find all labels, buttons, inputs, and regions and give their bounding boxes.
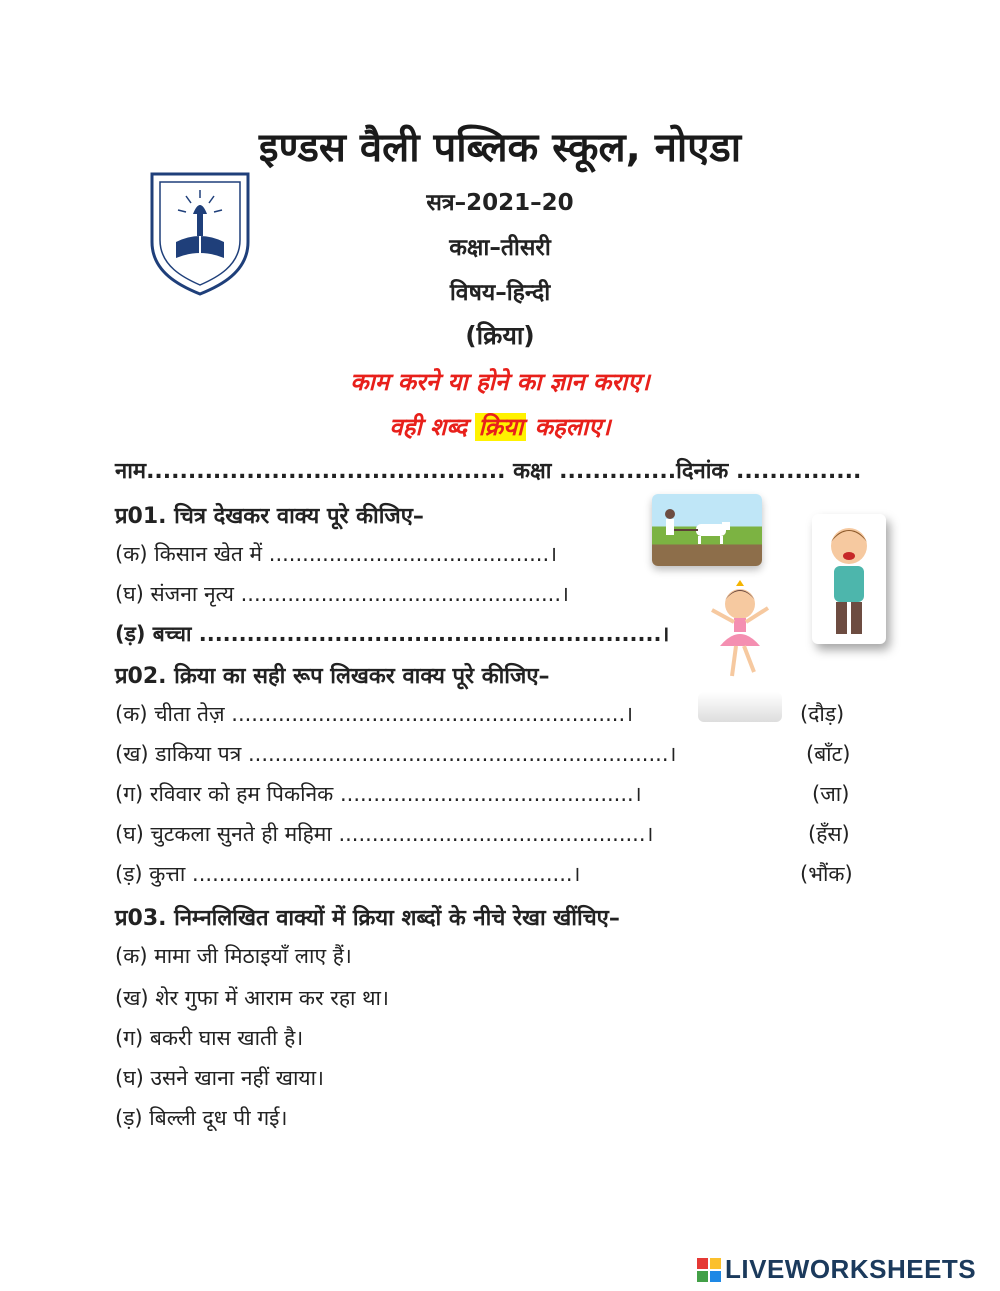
- q2-item-3: (ग) रविवार को हम पिकनिक ............................................।: [115, 782, 642, 806]
- q2-hint-4: (हँस): [808, 822, 850, 846]
- q1-item-3: (ड़) बच्चा ..........................................................।: [115, 622, 670, 646]
- q2-item-4: (घ) चुटकला सुनते ही महिमा ..............................................।: [115, 822, 654, 846]
- q2-hint-2: (बाँट): [806, 742, 851, 766]
- q3-item-1: (क) मामा जी मिठाइयाँ लाए हैं।: [115, 944, 352, 968]
- student-info-line: नाम........................................... कक्षा ..............दिनांक ...............: [115, 459, 862, 484]
- q3-title: प्र03. निम्नलिखित वाक्यों में क्रिया शब्दों के नीचे रेखा खींचिए–: [115, 906, 620, 931]
- q3-item-3: (ग) बकरी घास खाती है।: [115, 1026, 304, 1050]
- liveworksheets-brand: LIVEWORKSHEETS: [725, 1254, 977, 1284]
- definition-line-1: काम करने या होने का ज्ञान कराए।: [350, 368, 650, 396]
- definition-pre: वही शब्द: [389, 413, 468, 441]
- q3-item-2: (ख) शेर गुफा में आराम कर रहा था।: [115, 986, 389, 1010]
- image-placeholder: [698, 692, 782, 722]
- definition-post: कहलाए।: [534, 413, 611, 441]
- q3-item-4: (घ) उसने खाना नहीं खाया।: [115, 1066, 325, 1090]
- class-label: कक्षा–तीसरी: [449, 235, 551, 261]
- q2-item-5: (ड़) कुत्ता .........................................................।: [115, 862, 581, 886]
- topic-label: (क्रिया): [465, 321, 535, 350]
- q3-item-5: (ड़) बिल्ली दूध पी गई।: [115, 1106, 288, 1130]
- q2-hint-5: (भौंक): [800, 862, 853, 886]
- farmer-ploughing-image: [652, 494, 762, 566]
- q1-item-2: (घ) संजना नृत्य ................................................।: [115, 582, 569, 606]
- definition-line-2: [0, 410, 1000, 443]
- q2-hint-3: (जा): [812, 782, 850, 806]
- q1-title: प्र01. चित्र देखकर वाक्य पूरे कीजिए–: [115, 504, 424, 529]
- subject-label: विषय–हिन्दी: [449, 280, 551, 306]
- dancing-girl-image: [698, 578, 782, 682]
- school-title: इण्डस वैली पब्लिक स्कूल, नोएडा: [258, 125, 742, 171]
- q2-item-2: (ख) डाकिया पत्र ...............................................................।: [115, 742, 677, 766]
- q2-title: प्र02. क्रिया का सही रूप लिखकर वाक्य पूरे कीजिए–: [115, 664, 550, 689]
- definition-highlight: क्रिया: [475, 413, 526, 441]
- liveworksheets-logo-icon: [697, 1258, 721, 1282]
- session-label: सत्र–2021–20: [426, 190, 574, 216]
- q2-item-1: (क) चीता तेज़ ...........................................................।: [115, 702, 634, 726]
- crying-boy-image: [812, 514, 886, 644]
- q1-item-1: (क) किसान खेत में ..........................................।: [115, 542, 558, 566]
- q2-hint-1: (दौड़): [800, 702, 845, 726]
